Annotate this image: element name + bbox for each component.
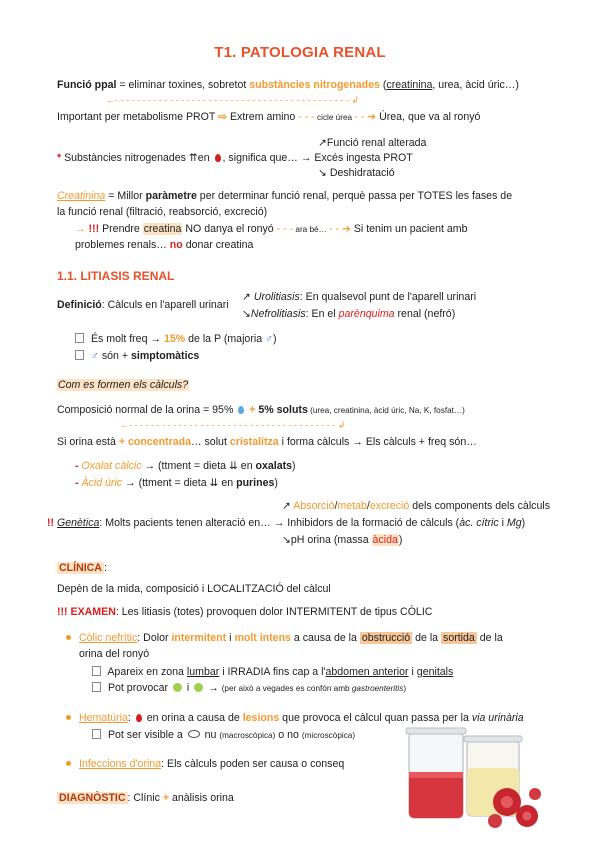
slash: / [366, 500, 370, 512]
alert: !! [47, 517, 55, 529]
term: Urolitiasis [253, 291, 300, 303]
bullet-icon [66, 715, 71, 720]
subheading-com-es-formen [57, 378, 189, 392]
term: metab [337, 500, 367, 512]
term: excreció [369, 500, 410, 512]
text: : Els càlculs poden ser causa o conseq [161, 758, 345, 770]
text: ) [273, 333, 277, 345]
term: intermitent [171, 632, 227, 644]
term: Còlic nefrític [79, 632, 138, 644]
checkbox-icon [92, 729, 101, 739]
male-icon: ♂ [265, 333, 273, 345]
branch-nefrolitiasis [242, 307, 455, 321]
dash: - - - [276, 223, 294, 235]
subheading-text: Com es formen els càlculs? [58, 379, 189, 391]
branch-urolitiasis [242, 290, 476, 304]
colon: : [103, 562, 107, 574]
text: i [226, 632, 235, 644]
text: → (ttment = dieta ⇊ en [141, 460, 256, 472]
text: (microscòpica) [301, 731, 356, 740]
term-creatinina: creatinina [386, 79, 433, 91]
term: sortida [443, 632, 475, 644]
term: purines [236, 477, 275, 489]
text: de la [412, 632, 442, 644]
list-item [75, 332, 277, 346]
term-parenquima: parènquima [338, 308, 395, 320]
text: Composició normal de la orina = 95% [57, 404, 237, 416]
text: : Molts pacients tenen alteració en… [99, 517, 274, 529]
value: 15% [163, 333, 186, 345]
checkbox-icon [92, 666, 101, 676]
text: problemes renals… [75, 239, 170, 251]
water-drop-icon [238, 406, 244, 414]
text: Prendre [99, 223, 143, 235]
text: ) [521, 517, 526, 529]
branch-ph [282, 533, 402, 547]
page-title: T1. PATOLOGIA RENAL [214, 44, 386, 61]
dash: - [75, 460, 82, 472]
arrow: ↗ [282, 500, 294, 512]
eye-icon [188, 730, 200, 738]
intro-line-1 [57, 78, 519, 92]
arrow: ↘ [242, 308, 251, 320]
intro-line-5: la funció renal (filtració, reabsorció, excreció) [57, 206, 268, 218]
text: ara bé… [293, 225, 330, 234]
text: És molt freq → [90, 333, 164, 345]
definicio-line [57, 298, 229, 312]
term: lesions [242, 712, 280, 724]
term-parametre: paràmetre [145, 190, 197, 202]
term: genitals [416, 666, 454, 678]
term: Àcid úric [81, 477, 123, 489]
text: : [127, 712, 134, 724]
text: → (ttment = dieta ⇊ en [122, 477, 237, 489]
vomiting-face-icon [194, 683, 203, 692]
bullet-icon [66, 635, 71, 640]
dash: - - - [298, 111, 315, 123]
text: Pot ser visible a [107, 729, 186, 741]
alert: !!! EXAMEN [57, 606, 116, 618]
text: (macroscòpica) [219, 731, 276, 740]
dashed-arrow-2: ←- - - - - - - - - - - - - - - - - - - - - - - - - - - - - - - - - - - - - - ↲ [120, 420, 346, 430]
exam-line [57, 605, 432, 619]
term-definicio: Definició [57, 299, 102, 311]
intro-line-4 [57, 189, 512, 203]
text: anàlisis orina [169, 792, 234, 804]
heading-text: DIAGNÒSTIC [59, 792, 126, 804]
text: Si tenim un pacient amb [350, 223, 468, 235]
dash: - [75, 477, 82, 489]
nauseated-face-icon [173, 683, 182, 692]
text: nu [201, 729, 220, 741]
text: ↘pH orina (massa [282, 534, 372, 546]
intro-line-7 [75, 238, 253, 252]
text: són + [98, 350, 132, 362]
dashed-arrow-1: ←- - - - - - - - - - - - - - - - - - - - - - - - - - - - - - - - - - - - - - - - - - - ↲ [106, 95, 359, 105]
text: ( [379, 79, 387, 91]
text: a causa de la [290, 632, 360, 644]
diagnostic-line [57, 791, 234, 805]
bullet-icon [66, 761, 71, 766]
term: 5% soluts [258, 404, 308, 416]
branch-absorcio [282, 499, 550, 513]
arrow-icon: ⇨ [218, 111, 228, 123]
text: i [408, 666, 417, 678]
checkbox-icon [92, 682, 101, 692]
alert: !!! [88, 223, 100, 235]
text: NO danya el ronyó [182, 223, 277, 235]
arrow: → [75, 223, 89, 235]
term: Infeccions d'orina [79, 758, 162, 770]
text: Si orina està [57, 436, 119, 448]
term: cristalitza [229, 436, 279, 448]
dash: - - ➔ [354, 111, 377, 123]
arrow: → [205, 682, 222, 694]
section-heading-litiasis: 1.1. LITIASIS RENAL [57, 269, 175, 283]
text: i [498, 517, 507, 529]
term: Mg [506, 517, 522, 529]
section-heading-clinica [57, 561, 107, 575]
text: Important per metabolisme PROT [57, 111, 219, 123]
text: = Millor [105, 190, 146, 202]
text: que provoca el càlcul quan passa per la [279, 712, 472, 724]
composicio-line [57, 403, 465, 418]
text: Substàncies nitrogenades ⇈en [61, 152, 213, 164]
text: ) [274, 477, 278, 489]
text: i forma càlculs → Els càlculs + freq són… [278, 436, 477, 448]
genetica-line [47, 516, 525, 530]
text: dels components dels càlculs [409, 500, 551, 512]
text: : En qualsevol punt de l'aparell urinari [299, 291, 477, 303]
clinica-dep: Depèn de la mida, composició i LOCALITZACIÓ del càlcul [57, 583, 331, 595]
list-item [75, 349, 199, 363]
term: simptomàtics [131, 350, 200, 362]
text: ) [398, 534, 403, 546]
blood-drop-icon [136, 714, 142, 722]
term: àc. cítric [459, 517, 499, 529]
term: + concentrada [118, 436, 191, 448]
text: Extrem amino [227, 111, 299, 123]
term-creatinina: Creatinina [57, 190, 106, 202]
heading-text: CLÍNICA [59, 562, 102, 574]
blood-drop-icon [215, 154, 221, 162]
term-creatina: creatina [143, 223, 182, 235]
text: : Les litiasis (totes) provoquen dolor INTERMITENT de tipus CÒLIC [115, 606, 433, 618]
term: abdomen anterior [325, 666, 409, 678]
text: → Excés ingesta PROT [300, 152, 413, 164]
arrow: ↗ [242, 291, 254, 303]
text: = eliminar toxines, sobretot [116, 79, 250, 91]
text: Pot provocar [107, 682, 171, 694]
text: (per això a vegades es confón amb [221, 684, 352, 693]
list-item-oxalat [75, 459, 296, 473]
text: Apareix en zona [107, 666, 187, 678]
branch-funcio-alterada: ↗Funció renal alterada [318, 137, 427, 149]
term: àcida [372, 534, 398, 546]
list-item [92, 665, 453, 679]
dash: - - ➔ [329, 223, 351, 235]
branch-deshidratacio: ↘ Deshidratació [318, 167, 395, 179]
checkbox-icon [75, 333, 84, 343]
checkbox-icon [75, 350, 84, 360]
asterisk: * [57, 152, 62, 164]
text: (urea, creatinina, àcid úric, Na, K, fosfat…) [307, 406, 465, 415]
text: per determinar funció renal, perquè passa per TOTES les fases de [196, 190, 513, 202]
text: ) [292, 460, 296, 472]
text: : Càlculs en l'aparell urinari [101, 299, 229, 311]
text: de la [476, 632, 503, 644]
plus: + [246, 404, 259, 416]
text: renal (nefró) [394, 308, 456, 320]
text: : Clínic [127, 792, 163, 804]
text: i [183, 682, 193, 694]
text: ) [403, 684, 407, 693]
text: : En el [305, 308, 339, 320]
intro-line-2 [57, 110, 480, 125]
list-item-acid-uric [75, 476, 278, 490]
text: → Inhibidors de la formació de càlculs ( [273, 517, 460, 529]
term: gastroenteritis [351, 684, 404, 693]
plus: + [162, 792, 170, 804]
concentrada-line [57, 435, 477, 449]
text: , significa que… [222, 152, 301, 164]
text: donar creatina [182, 239, 254, 251]
term-substancies-nitrogenades: substàncies nitrogenades [249, 79, 380, 91]
term-funcio-ppal: Funció ppal [57, 79, 117, 91]
intro-line-3 [57, 151, 413, 165]
list-item [92, 728, 355, 743]
term-no: no [169, 239, 183, 251]
colic-line-2: orina del ronyó [79, 648, 150, 660]
term: Genètica [57, 517, 100, 529]
list-item [92, 681, 406, 696]
term: Hematúria [79, 712, 128, 724]
text: en orina a causa de [143, 712, 243, 724]
male-icon: ♂ [90, 350, 99, 362]
text: cicle úrea [314, 113, 355, 122]
term: Nefrolitiasis [250, 308, 306, 320]
term: Absorció [293, 500, 335, 512]
term: via urinària [471, 712, 524, 724]
text: de la P (majoria [185, 333, 266, 345]
infeccions-line [66, 757, 344, 771]
term: Oxalat càlcic [81, 460, 142, 472]
term: molt intens [234, 632, 291, 644]
beakers-illustration [403, 718, 543, 830]
text: , urea, àcid úric…) [432, 79, 519, 91]
intro-line-6 [75, 222, 468, 237]
text: i IRRADIA fins cap a l' [219, 666, 326, 678]
term: obstrucció [361, 632, 411, 644]
colic-line [66, 631, 503, 645]
term: oxalats [255, 460, 293, 472]
text: Úrea, que va al ronyó [376, 111, 481, 123]
slash: / [334, 500, 338, 512]
text: : Dolor [137, 632, 172, 644]
term: lumbar [186, 666, 220, 678]
text: … solut [190, 436, 230, 448]
text: o no [275, 729, 302, 741]
